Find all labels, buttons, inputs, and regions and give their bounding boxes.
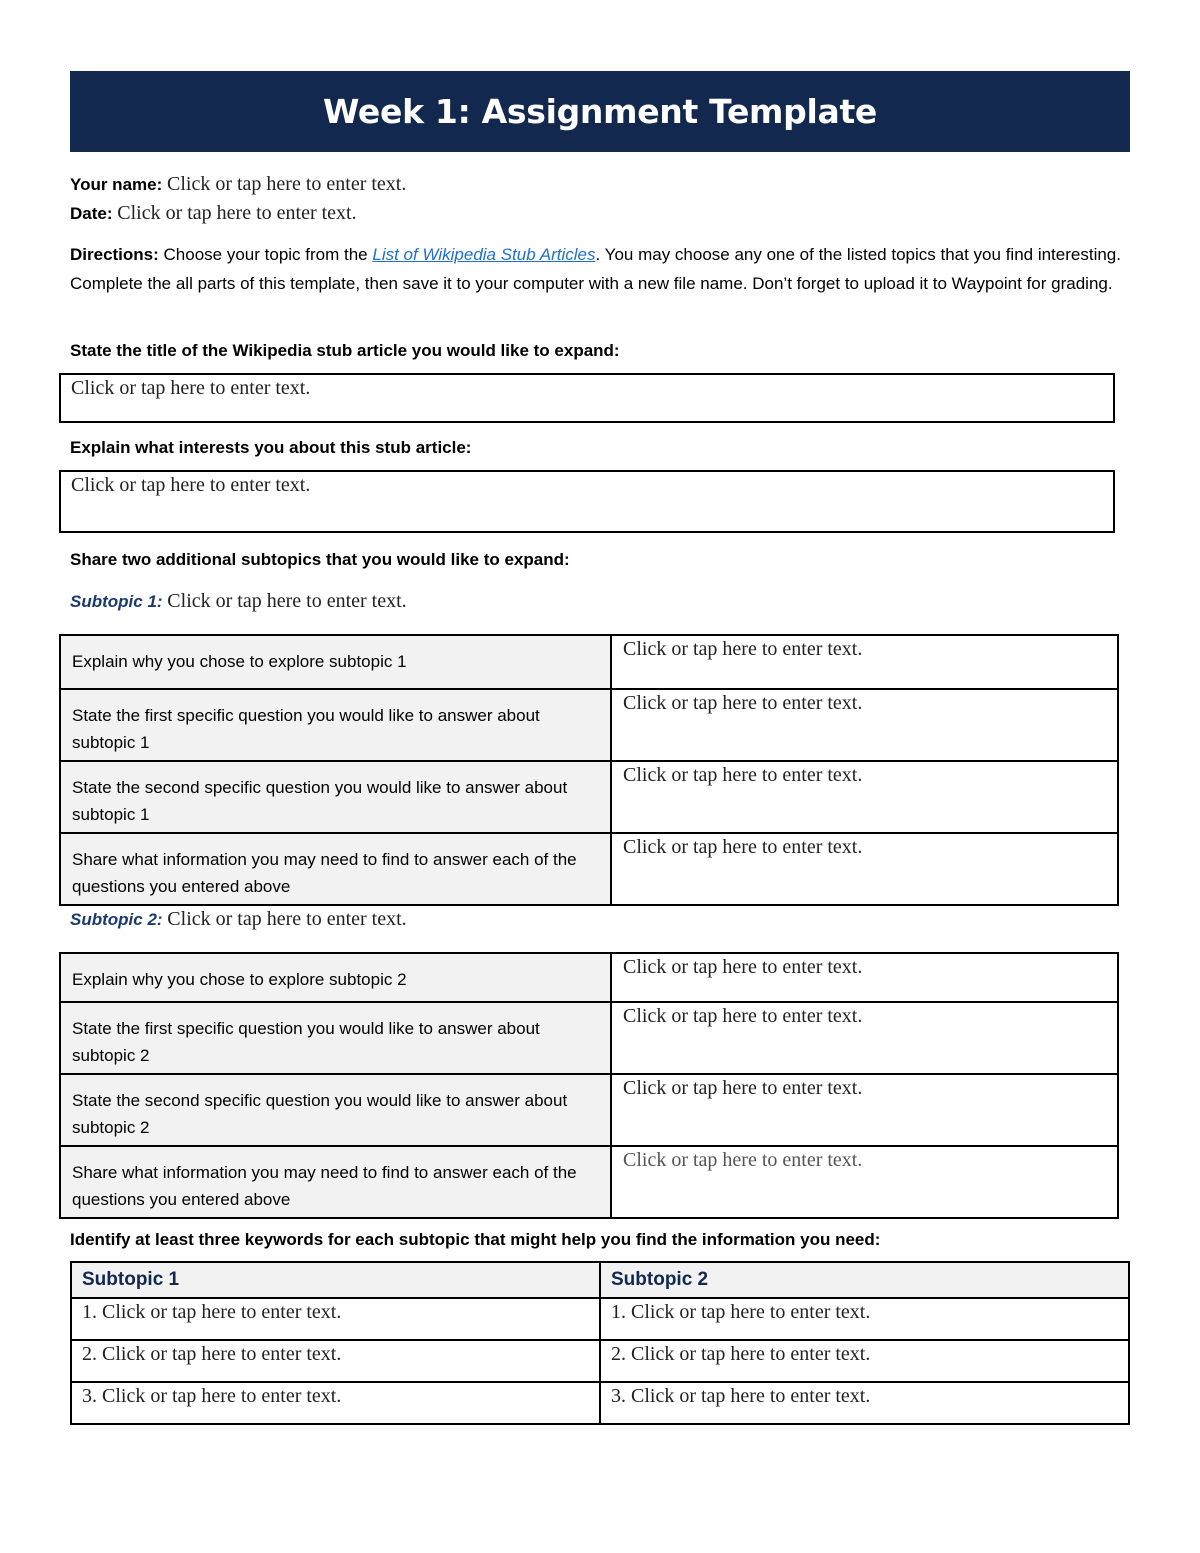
table-row — [71, 1340, 1129, 1382]
table-row — [71, 1298, 1129, 1340]
keyword-field[interactable]: 2. Click or tap here to enter text. — [82, 1343, 342, 1365]
wikipedia-stub-list-link[interactable]: List of Wikipedia Stub Articles — [372, 245, 596, 264]
subtopic2-answer-cell[interactable] — [611, 1146, 1118, 1218]
subtopic2-heading — [70, 908, 407, 931]
table-row — [60, 1074, 1118, 1146]
subtopic1-answer-cell[interactable] — [611, 833, 1118, 905]
keywords-table — [70, 1261, 1130, 1425]
interest-question-label: Explain what interests you about this stub article: — [70, 438, 472, 457]
keyword-field[interactable]: 3. Click or tap here to enter text. — [82, 1385, 342, 1407]
subtopic1-answer-cell[interactable] — [611, 689, 1118, 761]
title-answer-field[interactable]: Click or tap here to enter text. — [71, 377, 311, 399]
keyword-cell[interactable] — [600, 1382, 1129, 1424]
name-line — [70, 170, 406, 199]
interest-answer-field[interactable]: Click or tap here to enter text. — [71, 474, 311, 496]
subtopic2-prompt-cell: Share what information you may need to find to answer each of the questions you entered above — [60, 1146, 611, 1218]
subtopic1-answer-field[interactable]: Click or tap here to enter text. — [623, 836, 863, 858]
name-field[interactable]: Click or tap here to enter text. — [167, 173, 407, 195]
table-row — [60, 953, 1118, 1002]
subtopic1-answer-cell[interactable] — [611, 761, 1118, 833]
subtopic1-answer-cell[interactable] — [611, 635, 1118, 689]
date-line — [70, 199, 357, 228]
keyword-cell[interactable] — [71, 1382, 600, 1424]
table-row — [60, 833, 1118, 905]
keyword-cell[interactable] — [600, 1340, 1129, 1382]
subtopic2-label: Subtopic 2: — [70, 910, 163, 929]
keyword-field[interactable]: 1. Click or tap here to enter text. — [82, 1301, 342, 1323]
keywords-header-subtopic1: Subtopic 1 — [71, 1262, 600, 1298]
subtopic1-prompt-cell: State the first specific question you would like to answer about subtopic 1 — [60, 689, 611, 761]
subtopic1-answer-field[interactable]: Click or tap here to enter text. — [623, 764, 863, 786]
subtopic1-answer-field[interactable]: Click or tap here to enter text. — [623, 638, 863, 660]
subtopic1-prompt-cell: Explain why you chose to explore subtopic 1 — [60, 635, 611, 689]
table-row — [60, 635, 1118, 689]
keyword-cell[interactable] — [71, 1298, 600, 1340]
table-row — [60, 1146, 1118, 1218]
subtopic2-prompt-cell: State the first specific question you would like to answer about subtopic 2 — [60, 1002, 611, 1074]
subtopic1-field[interactable]: Click or tap here to enter text. — [167, 590, 407, 612]
keyword-field[interactable]: 2. Click or tap here to enter text. — [611, 1343, 871, 1365]
subtopic2-answer-field[interactable]: Click or tap here to enter text. — [623, 956, 863, 978]
subtopic2-answer-field[interactable]: Click or tap here to enter text. — [623, 1149, 863, 1171]
directions-paragraph — [70, 241, 1140, 298]
subtopic2-table — [59, 952, 1119, 1219]
subtopic1-prompt-cell: State the second specific question you would like to answer about subtopic 1 — [60, 761, 611, 833]
subtopic1-table — [59, 634, 1119, 906]
subtopic2-field[interactable]: Click or tap here to enter text. — [167, 908, 407, 930]
keyword-cell[interactable] — [71, 1340, 600, 1382]
subtopic2-answer-field[interactable]: Click or tap here to enter text. — [623, 1077, 863, 1099]
table-row — [60, 1002, 1118, 1074]
subtopic2-answer-cell[interactable] — [611, 1074, 1118, 1146]
directions-text-before: Choose your topic from the — [163, 245, 368, 264]
interest-answer-box[interactable] — [59, 470, 1115, 533]
table-row — [60, 761, 1118, 833]
subtopic2-answer-cell[interactable] — [611, 1002, 1118, 1074]
table-row — [60, 689, 1118, 761]
date-label: Date: — [70, 204, 113, 223]
subtopic1-heading — [70, 590, 407, 613]
keyword-cell[interactable] — [600, 1298, 1129, 1340]
keywords-header-subtopic2: Subtopic 2 — [600, 1262, 1129, 1298]
title-question-label: State the title of the Wikipedia stub article you would like to expand: — [70, 341, 620, 360]
subtopics-question-label: Share two additional subtopics that you would like to expand: — [70, 550, 570, 569]
page-title: Week 1: Assignment Template — [323, 92, 877, 131]
subtopic1-prompt-cell: Share what information you may need to find to answer each of the questions you entered above — [60, 833, 611, 905]
subtopic2-prompt-cell: State the second specific question you would like to answer about subtopic 2 — [60, 1074, 611, 1146]
subtopic2-prompt-cell: Explain why you chose to explore subtopic 2 — [60, 953, 611, 1002]
title-answer-box[interactable] — [59, 373, 1115, 423]
name-label: Your name: — [70, 175, 163, 194]
date-field[interactable]: Click or tap here to enter text. — [117, 202, 357, 224]
keyword-field[interactable]: 1. Click or tap here to enter text. — [611, 1301, 871, 1323]
subtopic1-answer-field[interactable]: Click or tap here to enter text. — [623, 692, 863, 714]
subtopic2-answer-cell[interactable] — [611, 953, 1118, 1002]
title-banner — [70, 71, 1130, 152]
keywords-question-label: Identify at least three keywords for each subtopic that might help you find the information you need: — [70, 1230, 881, 1249]
directions-label: Directions: — [70, 245, 159, 264]
table-row — [71, 1382, 1129, 1424]
directions-text-after: . You may choose any one of the listed topics that you find interesting. Complete the all parts of this template, then save it to your computer with a new file name. Don’t forget to upload it to Waypoint for grading. — [70, 245, 1121, 293]
subtopic2-answer-field[interactable]: Click or tap here to enter text. — [623, 1005, 863, 1027]
keyword-field[interactable]: 3. Click or tap here to enter text. — [611, 1385, 871, 1407]
keywords-header-row — [71, 1262, 1129, 1298]
subtopic1-label: Subtopic 1: — [70, 592, 163, 611]
